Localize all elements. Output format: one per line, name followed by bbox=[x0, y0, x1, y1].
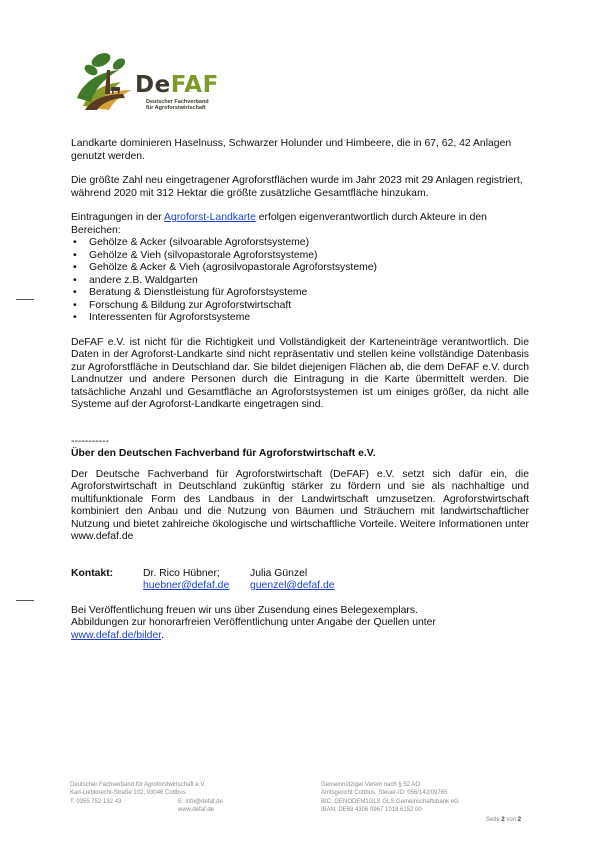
logo-wordmark bbox=[135, 72, 219, 98]
separator-line: ----------- bbox=[71, 435, 110, 447]
logo-subtitle-line1: Deutscher Fachverband bbox=[146, 99, 209, 105]
contact-person-2 bbox=[250, 568, 370, 593]
contact-name-1: Dr. Rico Hübner; bbox=[143, 567, 220, 579]
about-heading: Über den Deutschen Fachverband für Agroforstwirtschaft e.V. bbox=[71, 448, 376, 459]
list-item: • Gehölze & Vieh (silvopastorale Agroforstsysteme) bbox=[71, 250, 529, 263]
bilder-link[interactable]: www.defaf.de/bilder bbox=[71, 629, 162, 641]
footer-email: E: info@defaf.de bbox=[178, 798, 223, 805]
paragraph-plants: Landkarte dominieren Haselnuss, Schwarzer Holunder und Himbeere, die in 67, 62, 42 Anlagen genutzt werden. bbox=[71, 138, 512, 162]
fold-mark-bottom bbox=[16, 600, 34, 601]
footer-phone: T: 0355 752 132 43 bbox=[70, 798, 122, 805]
footer-iban: IBAN: DE69 4306 0967 1018 6152 00 bbox=[321, 807, 422, 814]
paragraph-disclaimer: DeFAF e.V. ist nicht für die Richtigkeit und Vollständigkeit der Karteneinträge verantwortlich. Die Daten in der Agroforst-Landkarte sind nicht repräsentativ und stellen keine vollständige Datenbasis zur Agroforstfläche in Deutschland dar. Sie bildet diejenigen Flächen ab, die dem DeFAF e.V. durch Landnutzer und andere Personen durch die Eintragung in die Karte übermittelt werden. Die tatsächliche Anzahl und Gesamtfläche an Agroforstsystemen ist um einiges größer, da nicht alle Systeme auf der Agroforst-Landkarte eingetragen sind. bbox=[71, 336, 529, 410]
page-number: Seite 2 von 2 bbox=[486, 817, 522, 823]
contact-email-2[interactable]: guenzel@defaf.de bbox=[250, 580, 335, 591]
list-item: • Interessenten für Agroforstsysteme bbox=[71, 312, 529, 325]
entries-text-after: erfolgen eigenverantwortlich durch Akteure in den Bereichen: bbox=[71, 212, 487, 236]
closing-line-2: Abbildungen zur honorarfreien Veröffentlichung unter Angabe der Quellen unter bbox=[71, 617, 436, 628]
contact-email-1[interactable]: huebner@defaf.de bbox=[143, 580, 230, 591]
agroforst-landkarte-link[interactable]: Agroforst-Landkarte bbox=[164, 212, 256, 223]
fold-mark-top bbox=[16, 299, 34, 300]
about-paragraph: Der Deutsche Fachverband für Agroforstwirtschaft (DeFAF) e.V. setzt sich dafür ein, die Agroforstwirtschaft in Deutschland zukünftig stärker zu fördern und sie als nachhaltige und multifunktionale Form des Landbaus in der Landwirtschaft umzusetzen. Agroforstwirtschaft kombiniert den Anbau und die Nutzung von Bäumen und Sträuchern mit landwirtschaftlicher Nutzung und bietet zahlreiche ökologische und wirtschaftliche Vorteile. Weitere Informationen unter www.defaf.de bbox=[71, 468, 529, 542]
footer-right bbox=[321, 781, 541, 815]
paragraph-new-entries: Die größte Zahl neu eingetragener Agroforstflächen wurde im Jahr 2023 mit 29 Anlagen registriert, während 2020 mit 312 Hektar die größte zusätzliche Gesamtfläche hinzukam. bbox=[71, 175, 523, 199]
paragraph-entries-intro bbox=[71, 212, 529, 237]
logo-subtitle-line2: für Agroforstwirtschaft bbox=[146, 105, 206, 111]
area-list bbox=[71, 237, 529, 325]
list-item: • Beratung & Dienstleistung für Agroforstsysteme bbox=[71, 287, 529, 300]
footer-org-name: Deutscher Fachverband für Agroforstwirtschaft e.V. bbox=[70, 782, 206, 788]
list-item: • Forschung & Bildung zur Agroforstwirtschaft bbox=[71, 300, 529, 313]
closing-line-1: Bei Veröffentlichung freuen wir uns über Zusendung eines Belegexemplars. bbox=[71, 604, 418, 616]
list-item: • andere z.B. Waldgarten bbox=[71, 275, 529, 288]
footer-address: Karl-Liebknecht-Straße 102, 03046 Cottbus bbox=[70, 790, 186, 797]
footer-court: Amtsgericht Cottbus, Steuer-ID: 056/142/09765 bbox=[321, 790, 448, 797]
contact-person-1 bbox=[143, 568, 250, 593]
contact-name-2: Julia Günzel bbox=[250, 567, 308, 579]
entries-text-before: Eintragungen in der bbox=[71, 212, 165, 223]
footer-nonprofit: Gemeinnütziger Verein nach § 52 AO bbox=[321, 782, 421, 788]
footer-bic: BIC: GENODEM1GLS GLS Gemeinschaftsbank eG bbox=[321, 798, 459, 805]
closing-line-3 bbox=[71, 630, 529, 643]
page-total: 2 bbox=[517, 817, 522, 823]
closing-period: . bbox=[161, 629, 164, 641]
contact-block bbox=[71, 568, 529, 593]
contact-label: Kontakt: bbox=[71, 567, 114, 579]
page-current: 2 bbox=[501, 817, 505, 823]
logo-wordmark-faf: FAF bbox=[170, 72, 219, 98]
logo-wordmark-de: De bbox=[135, 72, 171, 98]
footer-left bbox=[70, 781, 270, 815]
list-item: • Gehölze & Acker (silvoarable Agroforstsysteme) bbox=[71, 237, 529, 250]
list-item: • Gehölze & Acker & Vieh (agrosilvopastorale Agroforstsysteme) bbox=[71, 262, 529, 275]
logo-subtitle bbox=[146, 99, 216, 111]
footer-web: www.defaf.de bbox=[178, 807, 215, 814]
main-content bbox=[71, 138, 529, 642]
